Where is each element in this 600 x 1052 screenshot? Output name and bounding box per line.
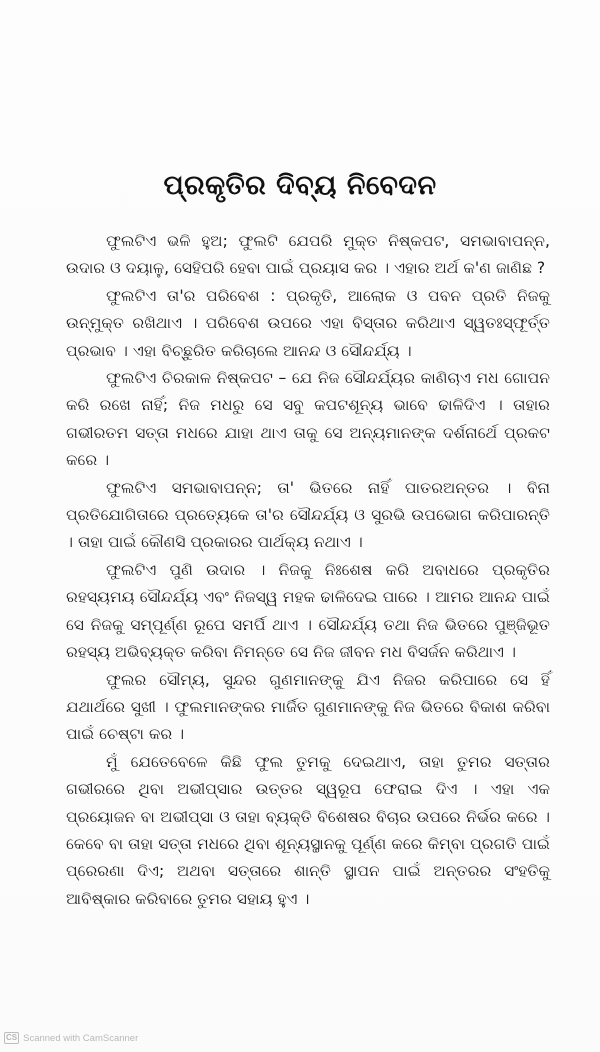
paragraph-6: ଫୁଲର ସୌମ୍ୟ, ସୁନ୍ଦର ଗୁଣମାନଙ୍କୁ ଯିଏ ନିଜର କରିପାରେ ସେ ହିଁ ଯଥାର୍ଥରେ ସୁଖୀ । ଫୁଲମାନଙ୍କର ମାର୍ଜିତ ଗୁଣମାନଙ୍କୁ ନିଜ ଭିତରେ ବିକାଶ କରିବା ପାଇଁ ଚେଷ୍ଟା କର । (66, 670, 550, 744)
paragraph-5: ଫୁଲଟିଏ ପୁଣି ଉଦାର । ନିଜକୁ ନିଃଶେଷ କରି ଅବାଧରେ ପ୍ରକୃତିର ରହସ୍ୟମୟ ସୌନ୍ଦର୍ଯ୍ୟ ଏବଂ ନିଜସ୍ୱ ମହକ ଢାଳିଦେଇ ପାରେ । ଆମର ଆନନ୍ଦ ପାଇଁ ସେ ନିଜକୁ ସମ୍ପୂର୍ଣ୍ଣ ରୂପେ ସମର୍ପି ଥାଏ । ସୌନ୍ଦର୍ଯ୍ୟ ତଥା ନିଜ ଭିତରେ ପୁଞ୍ଜିଭୂତ ରହସ୍ୟ ଅଭିବ୍ୟକ୍ତ କରିବା ନିମନ୍ତେ ସେ ନିଜ ଜୀବନ ମଧ ବିସର୍ଜନ କରିଥାଏ । (66, 560, 550, 662)
paragraph-3: ଫୁଲଟିଏ ଚିରକାଳ ନିଷ୍କପଟ – ଯେ ନିଜ ସୌନ୍ଦର୍ଯ୍ୟର କାଣିଚାଏ ମଧ ଗୋପନ କରି ରଖେ ନାହିଁ; ନିଜ ମଧରୁ ସେ ସବୁ କପଟଶୂନ୍ୟ ଭାବେ ଢାଳିଦିଏ । ତାହାର ଗଭୀରତମ ସତ୍ତା ମଧରେ ଯାହା ଥାଏ ତାକୁ ସେ ଅନ୍ୟମାନଙ୍କ ଦର୍ଶନାର୍ଥେ ପ୍ରକଟ କରେ । (66, 369, 550, 470)
page-title: ପ୍ରକୃତିର ଦିବ୍ୟ ନିବେଦନ (163, 170, 437, 201)
body-text (66, 228, 550, 913)
paragraph-7: ମୁଁ ଯେତେବେଳେ କିଛି ଫୁଲ ତୁମକୁ ଦେଇଥାଏ, ତାହା ତୁମର ସତ୍ତାର ଗଭୀରରେ ଥିବା ଅଭୀପ୍ସାର ଉତ୍ତର ସ୍ୱରୂପ ଫେରାଇ ଦିଏ । ଏହା ଏକ ପ୍ରୟୋଜନ ବା ଅଭୀପ୍ସା ଓ ତାହା ବ୍ୟକ୍ତି ବିଶେଷର ବିଚାର ଉପରେ ନିର୍ଭର କରେ । କେବେ ବା ତାହା ସତ୍ତା ମଧରେ ଥିବା ଶୂନ୍ୟସ୍ଥାନକୁ ପୂର୍ଣ୍ଣ କରେ କିମ୍ବା ପ୍ରଗତି ପାଇଁ ପ୍ରେରଣା ଦିଏ; ଅଥବା ସତ୍ତାରେ ଶାନ୍ତି ସ୍ଥାପନ ପାଇଁ ଅନ୍ତରର ସଂହତିକୁ ଆବିଷ୍କାର କରିବାରେ ତୁମର ସହାୟ ହୁଏ । (66, 752, 550, 908)
paragraph-1: ଫୁଲଟିଏ ଭଳି ହୁଅ; ଫୁଲଟି ଯେପରି ମୁକ୍ତ ନିଷ୍କପଟ, ସମଭାବାପନ୍ନ, ଉଦାର ଓ ଦୟାଳୁ, ସେହିପରି ହେବା ପାଇଁ ପ୍ରୟାସ କର । ଏହାର ଅର୍ଥ କ'ଣ ଜାଣିଛ ? (66, 232, 550, 278)
watermark-text: Scanned with CamScanner (23, 1032, 139, 1044)
paragraph-4: ଫୁଲଟିଏ ସମଭାବାପନ୍ନ; ତା' ଭିତରେ ନାହିଁ ପାତରଅନ୍ତର । ବିନା ପ୍ରତିଯୋଗିତାରେ ପ୍ରତ୍ୟେକେ ତା'ର ସୌନ୍ଦର୍ଯ୍ୟ ଓ ସୁରଭି ଉପଭୋଗ କରିପାରନ୍ତି । ତାହା ପାଇଁ କୌଣସି ପ୍ରକାରର ପାର୍ଥକ୍ୟ ନଥାଏ । (66, 478, 550, 552)
camscanner-logo-icon: CS (6, 1033, 18, 1042)
camscanner-watermark (4, 1032, 138, 1044)
paragraph-2: ଫୁଲଟିଏ ତା'ର ପରିବେଶ : ପ୍ରକୃତି, ଆଲୋକ ଓ ପବନ ପ୍ରତି ନିଜକୁ ଉନ୍ମୁକ୍ତ ରଖିଥାଏ । ପରିବେଶ ଉପରେ ଏହା ବିସ୍ତାର କରିଥାଏ ସ୍ୱତଃସ୍ଫୂର୍ତ୍ତ ପ୍ରଭାବ । ଏହା ବିଚ୍ଛୁରିତ କରିଚାଲେ ଆନନ୍ଦ ଓ ସୌନ୍ଦର୍ଯ୍ୟ । (66, 286, 550, 360)
